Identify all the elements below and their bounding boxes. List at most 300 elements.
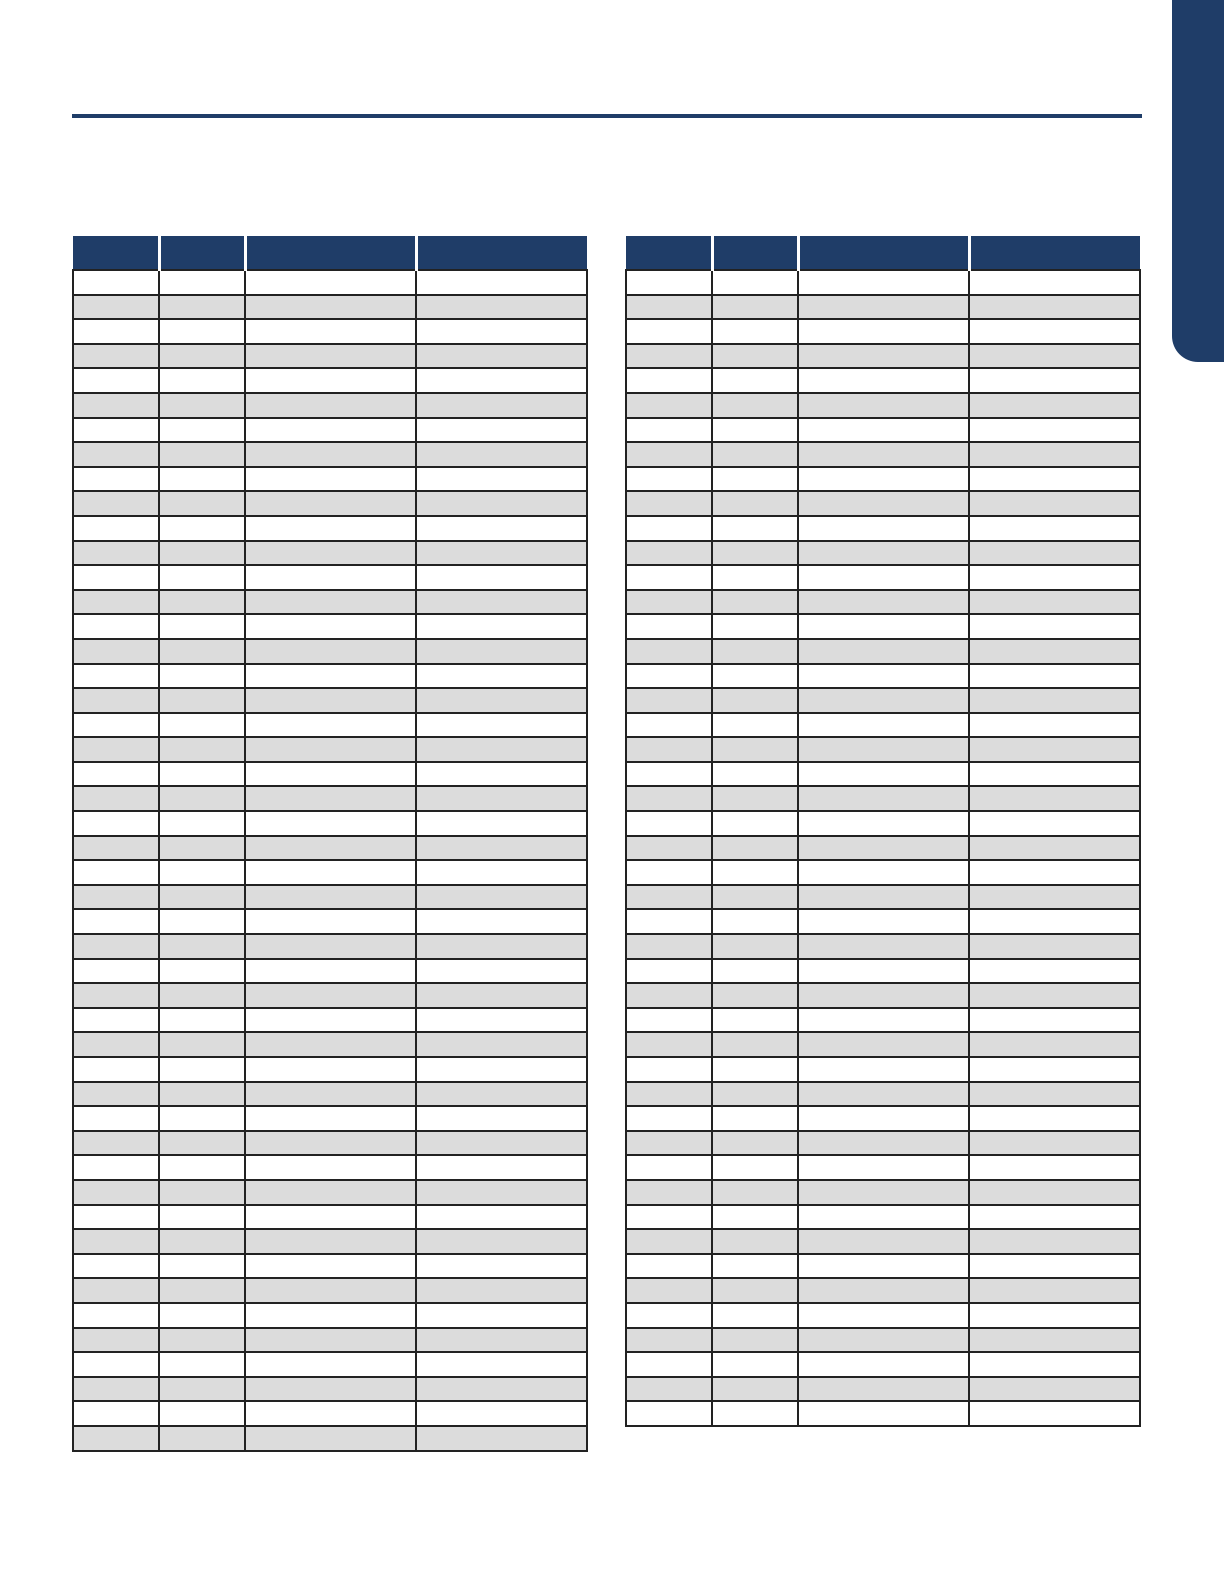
- table-cell[interactable]: [245, 664, 416, 689]
- table-cell[interactable]: [798, 934, 969, 959]
- table-cell[interactable]: [626, 1328, 712, 1353]
- table-cell[interactable]: [245, 393, 416, 418]
- table-cell[interactable]: [626, 614, 712, 639]
- table-cell[interactable]: [159, 1205, 245, 1230]
- table-cell[interactable]: [712, 1131, 798, 1156]
- table-cell[interactable]: [159, 418, 245, 443]
- table-cell[interactable]: [245, 1352, 416, 1377]
- table-cell[interactable]: [798, 1180, 969, 1205]
- table-cell[interactable]: [712, 1303, 798, 1328]
- table-cell[interactable]: [73, 762, 159, 787]
- table-cell[interactable]: [416, 1155, 587, 1180]
- table-cell[interactable]: [159, 1082, 245, 1107]
- table-cell[interactable]: [712, 1229, 798, 1254]
- table-cell[interactable]: [159, 1426, 245, 1451]
- table-cell[interactable]: [798, 1155, 969, 1180]
- table-cell[interactable]: [712, 1205, 798, 1230]
- table-cell[interactable]: [73, 1082, 159, 1107]
- table-cell[interactable]: [798, 885, 969, 910]
- table-cell[interactable]: [798, 1131, 969, 1156]
- table-cell[interactable]: [159, 1229, 245, 1254]
- table-cell[interactable]: [416, 934, 587, 959]
- table-cell[interactable]: [798, 762, 969, 787]
- table-cell[interactable]: [712, 1328, 798, 1353]
- table-cell[interactable]: [969, 959, 1140, 984]
- table-cell[interactable]: [159, 909, 245, 934]
- table-cell[interactable]: [245, 934, 416, 959]
- table-cell[interactable]: [798, 1008, 969, 1033]
- table-cell[interactable]: [712, 934, 798, 959]
- table-cell[interactable]: [416, 516, 587, 541]
- table-cell[interactable]: [245, 959, 416, 984]
- table-cell[interactable]: [626, 319, 712, 344]
- table-cell[interactable]: [159, 1254, 245, 1279]
- table-cell[interactable]: [73, 811, 159, 836]
- table-cell[interactable]: [159, 1278, 245, 1303]
- table-cell[interactable]: [969, 442, 1140, 467]
- table-cell[interactable]: [969, 934, 1140, 959]
- table-cell[interactable]: [798, 1377, 969, 1402]
- table-cell[interactable]: [159, 1106, 245, 1131]
- table-cell[interactable]: [626, 270, 712, 295]
- table-cell[interactable]: [798, 1205, 969, 1230]
- table-cell[interactable]: [626, 860, 712, 885]
- table-cell[interactable]: [159, 491, 245, 516]
- table-cell[interactable]: [159, 319, 245, 344]
- table-cell[interactable]: [626, 1229, 712, 1254]
- table-cell[interactable]: [159, 1401, 245, 1426]
- table-cell[interactable]: [245, 983, 416, 1008]
- table-cell[interactable]: [416, 909, 587, 934]
- table-cell[interactable]: [159, 1057, 245, 1082]
- table-cell[interactable]: [73, 1057, 159, 1082]
- table-cell[interactable]: [73, 934, 159, 959]
- table-cell[interactable]: [159, 713, 245, 738]
- table-cell[interactable]: [712, 442, 798, 467]
- table-cell[interactable]: [159, 934, 245, 959]
- table-cell[interactable]: [416, 811, 587, 836]
- table-cell[interactable]: [159, 737, 245, 762]
- table-cell[interactable]: [416, 860, 587, 885]
- table-cell[interactable]: [245, 1057, 416, 1082]
- table-cell[interactable]: [416, 368, 587, 393]
- table-cell[interactable]: [798, 393, 969, 418]
- table-cell[interactable]: [969, 344, 1140, 369]
- table-cell[interactable]: [626, 1254, 712, 1279]
- table-cell[interactable]: [798, 368, 969, 393]
- table-cell[interactable]: [969, 295, 1140, 320]
- table-cell[interactable]: [73, 1106, 159, 1131]
- table-cell[interactable]: [969, 590, 1140, 615]
- table-cell[interactable]: [73, 713, 159, 738]
- table-cell[interactable]: [969, 811, 1140, 836]
- table-cell[interactable]: [416, 1352, 587, 1377]
- table-cell[interactable]: [245, 295, 416, 320]
- table-cell[interactable]: [626, 565, 712, 590]
- table-cell[interactable]: [416, 959, 587, 984]
- table-cell[interactable]: [73, 1131, 159, 1156]
- table-cell[interactable]: [159, 1008, 245, 1033]
- table-cell[interactable]: [245, 467, 416, 492]
- table-cell[interactable]: [73, 639, 159, 664]
- table-cell[interactable]: [626, 737, 712, 762]
- table-cell[interactable]: [969, 1155, 1140, 1180]
- table-cell[interactable]: [245, 688, 416, 713]
- table-cell[interactable]: [73, 442, 159, 467]
- table-cell[interactable]: [626, 1352, 712, 1377]
- table-cell[interactable]: [798, 1254, 969, 1279]
- table-cell[interactable]: [159, 1180, 245, 1205]
- table-cell[interactable]: [798, 959, 969, 984]
- table-cell[interactable]: [712, 516, 798, 541]
- table-cell[interactable]: [245, 442, 416, 467]
- table-cell[interactable]: [159, 590, 245, 615]
- table-cell[interactable]: [626, 1008, 712, 1033]
- table-cell[interactable]: [798, 1229, 969, 1254]
- table-cell[interactable]: [245, 1180, 416, 1205]
- table-cell[interactable]: [73, 590, 159, 615]
- table-cell[interactable]: [969, 737, 1140, 762]
- table-cell[interactable]: [969, 565, 1140, 590]
- table-cell[interactable]: [969, 491, 1140, 516]
- table-cell[interactable]: [159, 442, 245, 467]
- table-cell[interactable]: [798, 786, 969, 811]
- table-cell[interactable]: [969, 1352, 1140, 1377]
- table-cell[interactable]: [73, 1032, 159, 1057]
- table-cell[interactable]: [626, 934, 712, 959]
- table-cell[interactable]: [798, 1303, 969, 1328]
- table-cell[interactable]: [245, 516, 416, 541]
- table-cell[interactable]: [245, 639, 416, 664]
- table-cell[interactable]: [798, 639, 969, 664]
- table-cell[interactable]: [969, 1180, 1140, 1205]
- table-cell[interactable]: [626, 491, 712, 516]
- table-cell[interactable]: [798, 1278, 969, 1303]
- table-cell[interactable]: [626, 418, 712, 443]
- table-cell[interactable]: [712, 1254, 798, 1279]
- table-cell[interactable]: [416, 1303, 587, 1328]
- table-cell[interactable]: [245, 418, 416, 443]
- table-cell[interactable]: [626, 516, 712, 541]
- table-cell[interactable]: [969, 909, 1140, 934]
- table-cell[interactable]: [416, 1106, 587, 1131]
- table-cell[interactable]: [159, 393, 245, 418]
- table-cell[interactable]: [626, 1303, 712, 1328]
- table-cell[interactable]: [712, 1401, 798, 1426]
- table-cell[interactable]: [159, 270, 245, 295]
- table-cell[interactable]: [245, 713, 416, 738]
- table-cell[interactable]: [798, 442, 969, 467]
- table-cell[interactable]: [626, 1032, 712, 1057]
- table-cell[interactable]: [712, 885, 798, 910]
- table-cell[interactable]: [712, 959, 798, 984]
- table-cell[interactable]: [626, 885, 712, 910]
- table-cell[interactable]: [969, 1008, 1140, 1033]
- table-cell[interactable]: [798, 319, 969, 344]
- table-cell[interactable]: [245, 368, 416, 393]
- table-cell[interactable]: [159, 565, 245, 590]
- table-cell[interactable]: [73, 909, 159, 934]
- table-cell[interactable]: [798, 270, 969, 295]
- table-cell[interactable]: [73, 1205, 159, 1230]
- table-cell[interactable]: [712, 786, 798, 811]
- table-cell[interactable]: [159, 368, 245, 393]
- table-cell[interactable]: [626, 541, 712, 566]
- table-cell[interactable]: [626, 959, 712, 984]
- table-cell[interactable]: [626, 368, 712, 393]
- table-cell[interactable]: [969, 541, 1140, 566]
- table-cell[interactable]: [159, 639, 245, 664]
- table-cell[interactable]: [245, 344, 416, 369]
- table-cell[interactable]: [798, 516, 969, 541]
- table-cell[interactable]: [712, 1032, 798, 1057]
- table-cell[interactable]: [712, 1377, 798, 1402]
- table-cell[interactable]: [969, 467, 1140, 492]
- table-cell[interactable]: [73, 983, 159, 1008]
- table-cell[interactable]: [245, 565, 416, 590]
- table-cell[interactable]: [416, 295, 587, 320]
- table-cell[interactable]: [969, 1205, 1140, 1230]
- table-cell[interactable]: [159, 614, 245, 639]
- table-cell[interactable]: [712, 811, 798, 836]
- table-cell[interactable]: [416, 1426, 587, 1451]
- table-cell[interactable]: [969, 1131, 1140, 1156]
- table-cell[interactable]: [245, 590, 416, 615]
- table-cell[interactable]: [626, 344, 712, 369]
- table-cell[interactable]: [712, 1180, 798, 1205]
- table-cell[interactable]: [245, 1303, 416, 1328]
- table-cell[interactable]: [159, 885, 245, 910]
- table-cell[interactable]: [245, 1229, 416, 1254]
- table-cell[interactable]: [73, 491, 159, 516]
- table-cell[interactable]: [712, 1278, 798, 1303]
- table-cell[interactable]: [73, 295, 159, 320]
- table-cell[interactable]: [626, 590, 712, 615]
- table-cell[interactable]: [159, 1155, 245, 1180]
- table-cell[interactable]: [416, 639, 587, 664]
- table-cell[interactable]: [73, 1401, 159, 1426]
- table-cell[interactable]: [73, 565, 159, 590]
- table-cell[interactable]: [969, 836, 1140, 861]
- table-cell[interactable]: [626, 467, 712, 492]
- table-cell[interactable]: [416, 688, 587, 713]
- table-cell[interactable]: [416, 983, 587, 1008]
- table-cell[interactable]: [159, 467, 245, 492]
- table-cell[interactable]: [416, 1377, 587, 1402]
- table-cell[interactable]: [712, 270, 798, 295]
- table-cell[interactable]: [416, 393, 587, 418]
- table-cell[interactable]: [969, 1032, 1140, 1057]
- table-cell[interactable]: [626, 1106, 712, 1131]
- table-cell[interactable]: [73, 1229, 159, 1254]
- table-cell[interactable]: [416, 1254, 587, 1279]
- table-cell[interactable]: [245, 836, 416, 861]
- table-cell[interactable]: [969, 1057, 1140, 1082]
- table-cell[interactable]: [73, 1155, 159, 1180]
- table-cell[interactable]: [73, 1278, 159, 1303]
- table-cell[interactable]: [73, 541, 159, 566]
- table-cell[interactable]: [159, 1352, 245, 1377]
- table-cell[interactable]: [245, 541, 416, 566]
- table-cell[interactable]: [245, 909, 416, 934]
- table-cell[interactable]: [73, 344, 159, 369]
- table-cell[interactable]: [969, 614, 1140, 639]
- table-cell[interactable]: [73, 467, 159, 492]
- table-cell[interactable]: [712, 762, 798, 787]
- table-cell[interactable]: [159, 959, 245, 984]
- table-cell[interactable]: [712, 909, 798, 934]
- table-cell[interactable]: [159, 983, 245, 1008]
- table-cell[interactable]: [712, 1352, 798, 1377]
- table-cell[interactable]: [712, 836, 798, 861]
- table-cell[interactable]: [416, 344, 587, 369]
- table-cell[interactable]: [626, 1401, 712, 1426]
- table-cell[interactable]: [626, 983, 712, 1008]
- table-cell[interactable]: [73, 688, 159, 713]
- table-cell[interactable]: [626, 688, 712, 713]
- table-cell[interactable]: [712, 295, 798, 320]
- table-cell[interactable]: [416, 614, 587, 639]
- table-cell[interactable]: [159, 1303, 245, 1328]
- table-cell[interactable]: [245, 1401, 416, 1426]
- table-cell[interactable]: [626, 1057, 712, 1082]
- table-cell[interactable]: [626, 393, 712, 418]
- table-cell[interactable]: [245, 811, 416, 836]
- table-cell[interactable]: [969, 639, 1140, 664]
- table-cell[interactable]: [712, 639, 798, 664]
- table-cell[interactable]: [798, 1082, 969, 1107]
- table-cell[interactable]: [969, 1377, 1140, 1402]
- table-cell[interactable]: [416, 442, 587, 467]
- table-cell[interactable]: [626, 442, 712, 467]
- table-cell[interactable]: [245, 1008, 416, 1033]
- table-cell[interactable]: [245, 491, 416, 516]
- table-cell[interactable]: [798, 418, 969, 443]
- table-cell[interactable]: [798, 491, 969, 516]
- table-cell[interactable]: [245, 1082, 416, 1107]
- table-cell[interactable]: [626, 713, 712, 738]
- table-cell[interactable]: [245, 1205, 416, 1230]
- table-cell[interactable]: [73, 393, 159, 418]
- table-cell[interactable]: [712, 737, 798, 762]
- table-cell[interactable]: [969, 368, 1140, 393]
- table-cell[interactable]: [73, 1303, 159, 1328]
- table-cell[interactable]: [969, 885, 1140, 910]
- table-cell[interactable]: [626, 1205, 712, 1230]
- table-cell[interactable]: [245, 270, 416, 295]
- table-cell[interactable]: [159, 1377, 245, 1402]
- table-cell[interactable]: [73, 664, 159, 689]
- table-cell[interactable]: [245, 1131, 416, 1156]
- table-cell[interactable]: [159, 860, 245, 885]
- table-cell[interactable]: [626, 909, 712, 934]
- table-cell[interactable]: [245, 762, 416, 787]
- table-cell[interactable]: [626, 762, 712, 787]
- table-cell[interactable]: [626, 786, 712, 811]
- table-cell[interactable]: [416, 1180, 587, 1205]
- table-cell[interactable]: [73, 1377, 159, 1402]
- table-cell[interactable]: [626, 1278, 712, 1303]
- table-cell[interactable]: [73, 418, 159, 443]
- table-cell[interactable]: [416, 1278, 587, 1303]
- table-cell[interactable]: [626, 1377, 712, 1402]
- table-cell[interactable]: [416, 1401, 587, 1426]
- table-cell[interactable]: [798, 860, 969, 885]
- table-cell[interactable]: [712, 491, 798, 516]
- table-cell[interactable]: [416, 664, 587, 689]
- table-cell[interactable]: [159, 688, 245, 713]
- table-cell[interactable]: [626, 1155, 712, 1180]
- table-cell[interactable]: [416, 565, 587, 590]
- table-cell[interactable]: [159, 836, 245, 861]
- table-cell[interactable]: [416, 786, 587, 811]
- table-cell[interactable]: [798, 344, 969, 369]
- table-cell[interactable]: [798, 688, 969, 713]
- table-cell[interactable]: [969, 1229, 1140, 1254]
- table-cell[interactable]: [626, 836, 712, 861]
- table-cell[interactable]: [73, 959, 159, 984]
- table-cell[interactable]: [416, 762, 587, 787]
- table-cell[interactable]: [245, 319, 416, 344]
- table-cell[interactable]: [159, 762, 245, 787]
- table-cell[interactable]: [969, 1106, 1140, 1131]
- table-cell[interactable]: [712, 860, 798, 885]
- table-cell[interactable]: [73, 1180, 159, 1205]
- table-cell[interactable]: [416, 270, 587, 295]
- table-cell[interactable]: [969, 418, 1140, 443]
- table-cell[interactable]: [73, 270, 159, 295]
- table-cell[interactable]: [798, 1057, 969, 1082]
- table-cell[interactable]: [969, 270, 1140, 295]
- table-cell[interactable]: [416, 541, 587, 566]
- table-cell[interactable]: [712, 1106, 798, 1131]
- table-cell[interactable]: [798, 1328, 969, 1353]
- table-cell[interactable]: [416, 319, 587, 344]
- table-cell[interactable]: [798, 590, 969, 615]
- table-cell[interactable]: [969, 688, 1140, 713]
- table-cell[interactable]: [712, 319, 798, 344]
- table-cell[interactable]: [245, 1328, 416, 1353]
- table-cell[interactable]: [712, 1155, 798, 1180]
- table-cell[interactable]: [159, 664, 245, 689]
- table-cell[interactable]: [969, 393, 1140, 418]
- table-cell[interactable]: [969, 713, 1140, 738]
- table-cell[interactable]: [159, 344, 245, 369]
- table-cell[interactable]: [73, 614, 159, 639]
- table-cell[interactable]: [712, 614, 798, 639]
- table-cell[interactable]: [159, 1032, 245, 1057]
- table-cell[interactable]: [712, 713, 798, 738]
- table-cell[interactable]: [245, 1426, 416, 1451]
- table-cell[interactable]: [626, 1082, 712, 1107]
- table-cell[interactable]: [245, 1278, 416, 1303]
- table-cell[interactable]: [416, 713, 587, 738]
- table-cell[interactable]: [159, 516, 245, 541]
- table-cell[interactable]: [798, 909, 969, 934]
- table-cell[interactable]: [712, 590, 798, 615]
- table-cell[interactable]: [73, 885, 159, 910]
- table-cell[interactable]: [969, 1328, 1140, 1353]
- table-cell[interactable]: [798, 983, 969, 1008]
- table-cell[interactable]: [73, 1328, 159, 1353]
- table-cell[interactable]: [712, 688, 798, 713]
- table-cell[interactable]: [969, 664, 1140, 689]
- table-cell[interactable]: [73, 836, 159, 861]
- table-cell[interactable]: [969, 1401, 1140, 1426]
- table-cell[interactable]: [712, 664, 798, 689]
- table-cell[interactable]: [969, 1254, 1140, 1279]
- table-cell[interactable]: [626, 639, 712, 664]
